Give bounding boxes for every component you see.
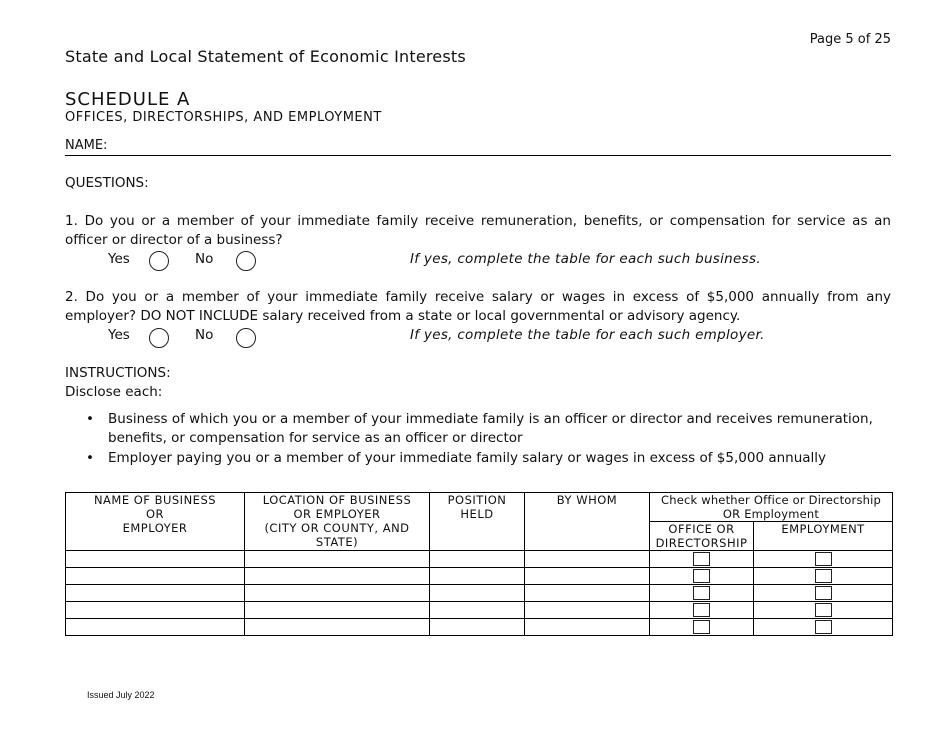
- office-checkbox[interactable]: [693, 586, 710, 600]
- cell-position[interactable]: [430, 551, 525, 568]
- employment-checkbox[interactable]: [815, 569, 832, 583]
- disclosure-table: [65, 492, 893, 636]
- cell-location[interactable]: [245, 602, 430, 619]
- schedule-subtitle: OFFICES, DIRECTORSHIPS, AND EMPLOYMENT: [65, 110, 382, 125]
- name-field[interactable]: [65, 138, 891, 156]
- cell-by-whom[interactable]: [525, 551, 650, 568]
- col-name-header: NAME OF BUSINESS OR EMPLOYER: [66, 493, 245, 551]
- cell-location[interactable]: [245, 568, 430, 585]
- issued-date: Issued July 2022: [87, 690, 155, 700]
- q2-note: If yes, complete the table for each such employer.: [410, 327, 765, 343]
- q2-yes-radio[interactable]: [149, 328, 169, 348]
- list-item: • Employer paying you or a member of your immediate family salary or wages in excess of $5,000 annually: [86, 450, 827, 466]
- q2-no-radio[interactable]: [236, 328, 256, 348]
- questions-label: QUESTIONS:: [65, 175, 149, 191]
- cell-position[interactable]: [430, 602, 525, 619]
- instructions-list: [86, 410, 892, 469]
- q1-yes-radio[interactable]: [149, 251, 169, 271]
- cell-location[interactable]: [245, 585, 430, 602]
- table-row: [66, 619, 893, 636]
- q1-note: If yes, complete the table for each such business.: [410, 251, 761, 267]
- form-title: State and Local Statement of Economic Interests: [65, 47, 466, 66]
- instructions-label: INSTRUCTIONS:: [65, 365, 171, 381]
- q1-yes-label: Yes: [108, 251, 130, 267]
- table-header-row: [66, 493, 893, 522]
- cell-location[interactable]: [245, 619, 430, 636]
- employment-checkbox[interactable]: [815, 603, 832, 617]
- cell-name[interactable]: [66, 551, 245, 568]
- q1-no-radio[interactable]: [236, 251, 256, 271]
- cell-position[interactable]: [430, 619, 525, 636]
- q2-yes-label: Yes: [108, 327, 130, 343]
- bullet-icon: •: [86, 450, 94, 466]
- q1-no-label: No: [195, 251, 214, 267]
- office-checkbox[interactable]: [693, 603, 710, 617]
- cell-location[interactable]: [245, 551, 430, 568]
- table-row: [66, 568, 893, 585]
- cell-name[interactable]: [66, 619, 245, 636]
- question-1-text: 1. Do you or a member of your immediate family receive remuneration, benefits, or compensation for service as an officer or director of a business?: [65, 213, 891, 248]
- col-check-header: Check whether Office or Directorship OR Employment: [650, 493, 893, 522]
- cell-position[interactable]: [430, 568, 525, 585]
- col-employment-header: EMPLOYMENT: [754, 522, 893, 551]
- employment-checkbox[interactable]: [815, 552, 832, 566]
- table-row: [66, 602, 893, 619]
- schedule-title: SCHEDULE A: [65, 89, 191, 110]
- cell-name[interactable]: [66, 568, 245, 585]
- question-2-text: 2. Do you or a member of your immediate family receive salary or wages in excess of $5,000 annually from any employer? DO NOT INCLUDE salary received from a state or local governmental or advisory agency.: [65, 289, 891, 324]
- q2-no-label: No: [195, 327, 214, 343]
- cell-position[interactable]: [430, 585, 525, 602]
- office-checkbox[interactable]: [693, 552, 710, 566]
- list-item: • Business of which you or a member of your immediate family is an officer or director and receives remuneration, benefits, or compensation for service as an officer or director: [86, 411, 873, 446]
- name-label: NAME:: [65, 138, 108, 153]
- bullet-icon: •: [86, 411, 94, 427]
- office-checkbox[interactable]: [693, 569, 710, 583]
- cell-by-whom[interactable]: [525, 602, 650, 619]
- col-by-whom-header: BY WHOM: [525, 493, 650, 551]
- disclose-label: Disclose each:: [65, 384, 163, 400]
- cell-by-whom[interactable]: [525, 568, 650, 585]
- office-checkbox[interactable]: [693, 620, 710, 634]
- cell-name[interactable]: [66, 585, 245, 602]
- table-row: [66, 585, 893, 602]
- col-position-header: POSITION HELD: [430, 493, 525, 551]
- table-row: [66, 551, 893, 568]
- col-office-header: OFFICE OR DIRECTORSHIP: [650, 522, 754, 551]
- employment-checkbox[interactable]: [815, 586, 832, 600]
- page-number: Page 5 of 25: [809, 32, 891, 47]
- cell-by-whom[interactable]: [525, 585, 650, 602]
- employment-checkbox[interactable]: [815, 620, 832, 634]
- cell-name[interactable]: [66, 602, 245, 619]
- cell-by-whom[interactable]: [525, 619, 650, 636]
- col-location-header: LOCATION OF BUSINESS OR EMPLOYER (CITY OR COUNTY, AND STATE): [245, 493, 430, 551]
